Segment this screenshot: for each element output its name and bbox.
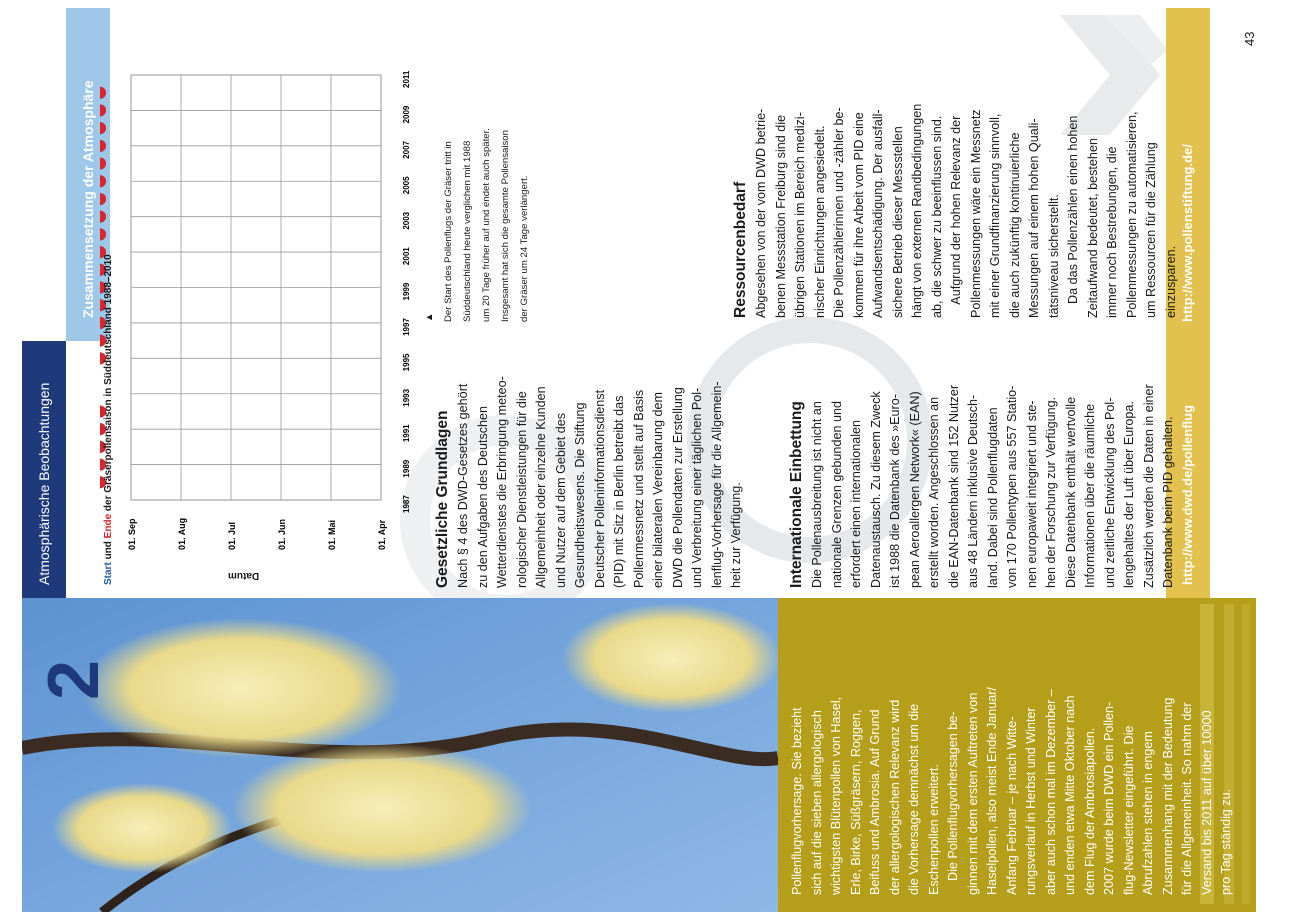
section-body: [752, 18, 1181, 318]
text-line: Zusammenhang mit der Bedeutung: [1160, 697, 1175, 895]
text-line: um Ressourcen für die Zählung: [1144, 142, 1158, 318]
text-line: und zeitliche Entwicklung des Pol-: [1102, 397, 1117, 588]
text-line: Abgesehen von der vom DWD betrie-: [754, 108, 768, 318]
text-line: mit einer Grundfinanzierung sinnvoll,: [988, 113, 1002, 318]
text-line: Datenbank beim PID gehalten.: [1161, 416, 1175, 588]
year-tick-label: 1993: [402, 388, 411, 407]
date-tick-label: 01. Jul: [227, 521, 237, 550]
text-line: die auch zukünftig kontinuierliche: [1007, 132, 1022, 318]
chart-ylabel: Datum: [228, 570, 260, 581]
text-line: pean Aeroallergen Network« (EAN): [907, 391, 922, 588]
text-line: Aufgrund der hohen Relevanz der: [949, 115, 963, 318]
year-tick-label: 1995: [402, 353, 411, 372]
date-tick-label: 01. Aug: [177, 517, 187, 550]
data-point: [100, 211, 106, 223]
year-tick-label: 2005: [402, 176, 411, 195]
section-body: [808, 348, 1179, 588]
text-line: nen europaweit integriert und ste-: [1024, 400, 1039, 588]
data-point: [100, 175, 106, 187]
caption-line: um 20 Tage früher auf und endet auch später.: [481, 128, 492, 322]
text-line: ginnen mit dem ersten Auftreten von: [965, 692, 980, 895]
year-tick-label: 1997: [402, 318, 411, 336]
data-point: [100, 122, 106, 134]
text-line: Pollenmessungen wäre ein Messnetz: [968, 109, 983, 318]
text-line: Pollenmessungen zu automatisieren,: [1124, 111, 1139, 318]
text-line: einer bilateralen Vereinbarung dem: [651, 391, 665, 588]
year-tick-label: 2007: [402, 141, 411, 159]
caption-line: Süddeutschland heute verglichen mit 1988: [462, 140, 473, 322]
section-heading: Ressourcenbedarf: [732, 181, 749, 318]
text-line: immer noch Bestrebungen, die: [1105, 146, 1119, 318]
text-line: sich auf die sieben allergologisch: [809, 710, 824, 895]
text-line: Beifuss und Ambrosia. Auf Grund: [868, 709, 882, 895]
text-line: Erle, Birke, Süßgräsern, Roggen,: [848, 709, 863, 895]
text-line: und Verbreitung einer täglichen Pol-: [690, 387, 704, 588]
chart-caption: [420, 22, 534, 322]
text-line: Datenaustausch. Zu diesem Zweck: [868, 391, 883, 588]
date-tick-label: 01. Mai: [327, 519, 337, 550]
section-heading: Gesetzliche Grundlagen: [434, 410, 451, 588]
text-line: Allgemeinheit oder einzelne Kunden: [534, 386, 548, 588]
text-line: Pollenflugvorhersage. Sie bezieht: [790, 707, 804, 895]
text-line: aber auch schon mal im Dezember –: [1043, 689, 1058, 895]
text-line: Pollenmessnetz und stellt auf Basis: [631, 389, 646, 588]
section-resources: [730, 18, 1181, 318]
text-line: rungsverlauf in Herbst und Winter: [1024, 707, 1038, 895]
photo-panel-text: [788, 600, 1237, 895]
text-line: erstellt worden. Angeschlossen an: [927, 396, 941, 588]
year-tick-label: 1991: [402, 424, 411, 443]
text-line: benen Messstation Freiburg sind die: [773, 114, 788, 318]
text-line: Diese Datenbank enthält wertvolle: [1063, 396, 1078, 588]
caption-line: Der Start des Pollenflugs der Gräser tritt in: [443, 141, 454, 322]
data-point: [100, 228, 106, 240]
year-tick-label: 1999: [402, 282, 411, 301]
chart-title-rest: der Gräserpollensaison in Süddeutschland 1988–2010: [103, 254, 114, 514]
text-line: Die Pollenzählerinnen und -zähler be-: [832, 107, 846, 318]
text-line: die EAN-Datenbank sind 152 Nutzer: [946, 384, 961, 588]
caption-arrow-icon: ▲: [424, 312, 435, 322]
year-tick-label: 2011: [402, 70, 411, 88]
text-line: zu den Aufgaben des Deutschen: [475, 405, 490, 588]
section-international: [786, 348, 1179, 588]
data-point: [100, 140, 106, 152]
chart-title-ende: Ende: [103, 513, 114, 539]
text-line: 2007 wurde beim DWD ein Pollen-: [1102, 701, 1116, 895]
text-line: Die Pollenflugvorhersagen be-: [946, 711, 960, 895]
caption-line: der Gräser um 24 Tage verlängert.: [519, 175, 530, 322]
header-right-label: Zusammensetzung der Atmosphäre: [80, 80, 96, 318]
text-line: Die Pollenausbreitung ist nicht an: [810, 401, 824, 588]
text-line: Da das Pollenzählen einen hohen: [1066, 115, 1080, 318]
text-line: von 170 Pollentypen aus 557 Statio-: [1005, 385, 1019, 588]
text-line: (PID) mit Sitz in Berlin betreibt das: [612, 395, 626, 588]
text-line: wichtigsten Blütenpollen von Hasel,: [829, 696, 843, 895]
text-line: für die Allgemeinheit. So nahm der: [1180, 702, 1194, 895]
data-point: [100, 158, 106, 170]
link-pollenstiftung[interactable]: http://www.pollenstiftung.de/: [1180, 144, 1195, 322]
text-line: Nach § 4 des DWD-Gesetzes gehört: [456, 383, 470, 588]
data-point: [100, 193, 106, 205]
date-tick-label: 01. Sep: [127, 518, 137, 550]
text-line: kommen für ihre Arbeit vom PID eine: [851, 112, 866, 318]
year-tick-label: 2001: [402, 247, 411, 266]
caption-line: Insgesamt hat sich die gesamte Pollensaison: [500, 130, 511, 322]
text-line: hen der Forschung zur Verfügung.: [1044, 396, 1058, 588]
text-line: rologischer Dienstleistungen für die: [514, 391, 529, 588]
text-line: lengehaltes der Luft über Europa.: [1122, 401, 1136, 588]
text-line: Wetterdienstes die Erbringung meteo-: [495, 376, 509, 588]
year-tick-label: 1987: [402, 495, 411, 513]
text-line: Deutscher Polleninformationsdienst: [592, 389, 607, 588]
text-line: Versand bis 2011 auf über 10000: [1199, 710, 1214, 895]
text-line: Gesundheitswesens. Die Stiftung: [573, 402, 587, 588]
chapter-number: 2: [34, 659, 114, 700]
text-line: Zeitaufwand bedeutet, bestehen: [1085, 138, 1100, 318]
text-line: erfordert einen internationalen: [849, 419, 863, 588]
text-line: hängt von externen Randbedingungen: [910, 103, 924, 318]
text-line: nischer Einrichtungen angesiedelt.: [812, 125, 827, 318]
text-line: sichere Betrieb dieser Messstellen: [890, 126, 905, 318]
year-tick-label: 2009: [402, 105, 411, 124]
text-line: dem Flug der Ambrosiapollen.: [1082, 727, 1097, 895]
year-tick-label: 2003: [402, 211, 411, 230]
chart-title-und: und: [103, 538, 114, 563]
text-line: ab, die schwer zu beeinflussen sind.: [929, 115, 944, 318]
section-heading: Internationale Einbettung: [788, 401, 805, 588]
text-line: DWD die Pollendaten zur Erstellung: [670, 387, 685, 588]
text-line: Aufwandsentschädigung. Der ausfall-: [871, 109, 885, 318]
chart-title-start: Start: [103, 562, 114, 585]
header-left-label: Atmosphärische Beobachtungen: [36, 382, 52, 585]
text-line: einzusparen.: [1163, 245, 1178, 318]
text-line: flug-Newsletter eingeführt. Die: [1121, 725, 1136, 895]
link-dwd-pollenflug[interactable]: http://www.dwd.de/pollenflug: [1180, 404, 1195, 585]
text-line: und enden etwa Mitte Oktober nach: [1063, 695, 1077, 895]
date-tick-label: 01. Apr: [377, 519, 387, 550]
text-line: und Nutzer auf dem Gebiet des: [553, 412, 568, 588]
catkin-photo: [22, 598, 778, 912]
text-line: ist 1988 die Datenbank des »Euro-: [888, 394, 902, 588]
text-line: heit zur Verfügung.: [729, 482, 743, 588]
year-tick-label: 1989: [402, 459, 411, 478]
text-line: pro Tag ständig zu.: [1219, 788, 1233, 895]
text-line: der allergologischen Relevanz wird: [887, 699, 902, 895]
text-line: land. Dabei sind Pollenflugdaten: [985, 407, 1000, 588]
text-line: aus 48 Ländern inklusive Deutsch-: [966, 394, 980, 588]
page-number: 43: [1242, 31, 1257, 46]
text-line: nationale Grenzen gebunden und: [829, 401, 844, 588]
text-line: Haselpollen, also meist Ende Januar/: [985, 687, 999, 895]
text-line: lenflug-Vorhersage für die Allgemein-: [709, 381, 724, 588]
text-line: die Vorhersage demnächst um die: [907, 703, 921, 895]
chart-title: [103, 254, 114, 585]
section-legal: [432, 348, 747, 588]
data-point: [100, 104, 106, 116]
text-line: Abrufzahlen stehen in engem: [1141, 731, 1155, 895]
text-line: tätsniveau sicherstellt.: [1046, 194, 1061, 318]
text-line: Messungen auf einem hohen Quali-: [1027, 118, 1041, 318]
text-line: Zusätzlich werden die Daten in einer: [1141, 384, 1156, 588]
date-tick-label: 01. Jun: [277, 518, 287, 550]
text-line: Eschenpollen erweitert.: [926, 764, 941, 895]
text-line: Informationen über die räumliche: [1083, 403, 1097, 588]
pollen-season-chart: [100, 60, 430, 580]
text-line: übrigen Stationen im Bereich medizi-: [793, 112, 807, 318]
section-body: [454, 348, 747, 588]
data-point: [100, 87, 106, 99]
text-line: Anfang Februar – je nach Witte-: [1004, 716, 1019, 895]
